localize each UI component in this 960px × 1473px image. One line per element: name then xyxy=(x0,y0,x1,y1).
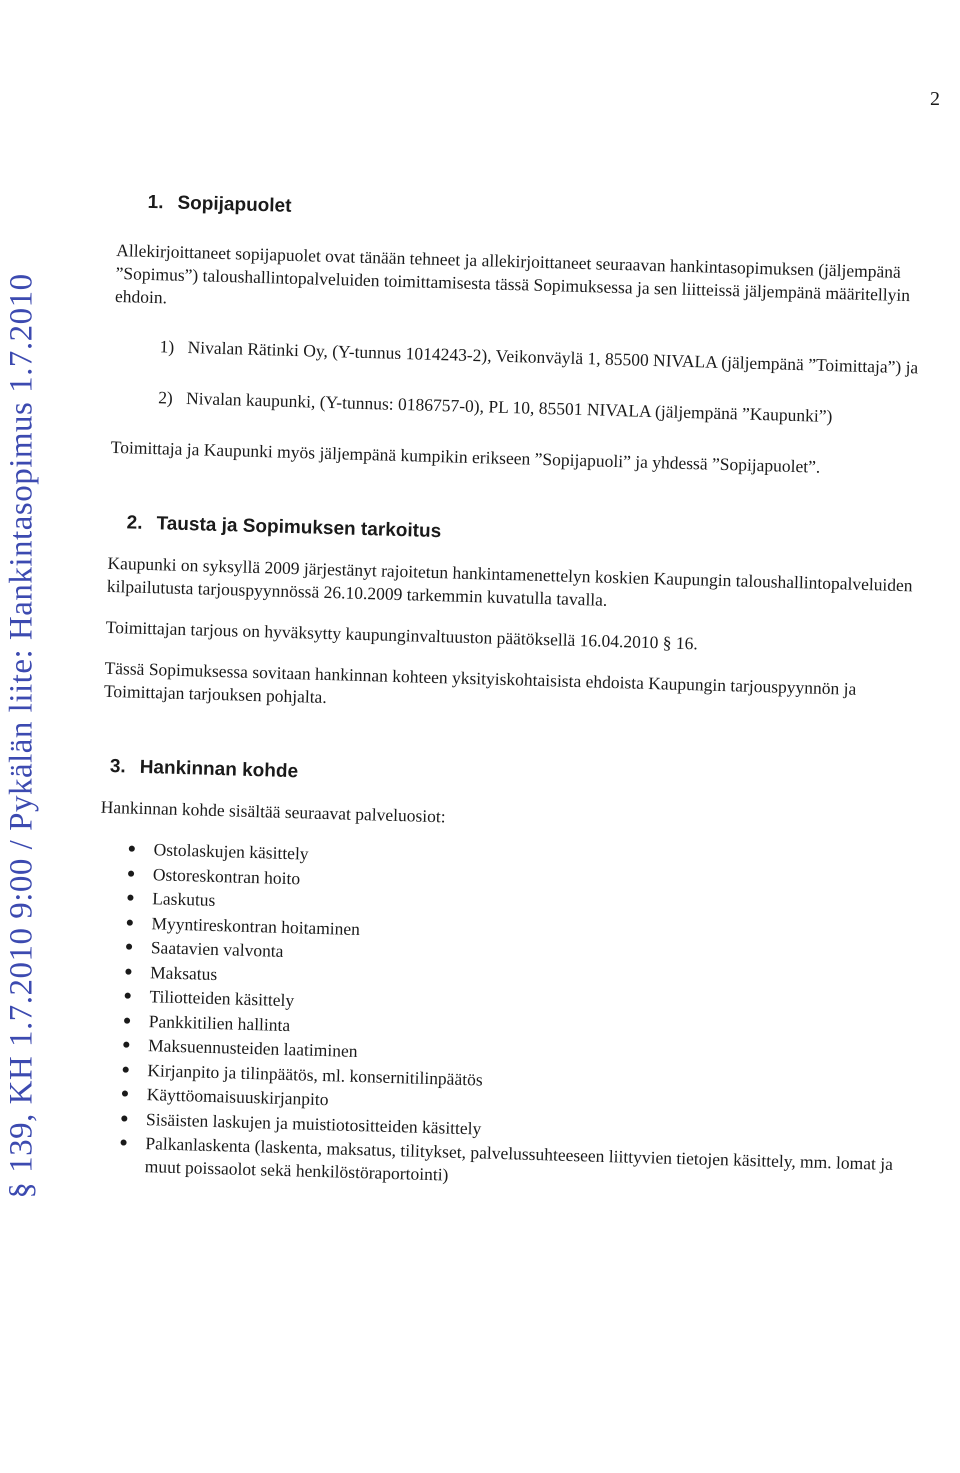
list-item-text: Ostolaskujen käsittely xyxy=(153,839,309,864)
section-intro: Hankinnan kohde sisältää seuraavat palveluosiot: xyxy=(100,796,446,827)
section-heading xyxy=(110,755,914,800)
bullet-icon: ● xyxy=(126,866,136,882)
bullet-icon: ● xyxy=(121,1037,131,1053)
list-item-text: Laskutus xyxy=(151,888,216,910)
section-number: 1. xyxy=(147,191,164,214)
section-intro: Allekirjoittaneet sopijapuolet ovat tänään tehneet ja allekirjoittaneet seuraavan hankintasopimuksen (jäljempänä ”Sopimus”) taloushallintopalveluiden toimittamisesta tässä Sopimuksessa ja sen liitteissä jäljempänä määritellyin ehdoin. xyxy=(114,239,911,308)
paragraph: Kaupunki on syksyllä 2009 järjestänyt rajoitetun hankintamenettelyn koskien Kaupungin taloushallintopalveluiden kilpailutusta tarjouspyynnössä 26.10.2009 tarkemmin kuvatulla tavalla. xyxy=(106,552,913,610)
list-item-text: Myyntireskontran hoitaminen xyxy=(151,912,361,939)
party-text: Nivalan Rätinki Oy, (Y-tunnus 1014243-2), Veikonväylä 1, 85500 NIVALA (jäljempänä ”Toimittaja”) ja xyxy=(187,337,919,378)
bullet-icon: ● xyxy=(122,1012,132,1029)
service-list xyxy=(118,838,911,1200)
side-stamp xyxy=(0,0,44,1473)
section-number: 2. xyxy=(126,512,143,534)
bullet-icon: ● xyxy=(125,914,135,931)
list-item-text: Maksuennusteiden laatiminen xyxy=(147,1035,358,1062)
section-title: Hankinnan kohde xyxy=(139,756,299,783)
section-tausta xyxy=(104,511,921,726)
list-item-text: Tiliotteiden käsittely xyxy=(149,986,295,1011)
list-item-text: Pankkitilien hallinta xyxy=(148,1010,291,1035)
section-title: Tausta ja Sopimuksen tarkoitus xyxy=(156,513,442,543)
bullet-icon: ● xyxy=(119,1135,129,1151)
bullet-icon: ● xyxy=(126,890,135,906)
list-item-text: Saatavien valvonta xyxy=(150,937,284,961)
party-list xyxy=(158,335,926,430)
party-number: 2) xyxy=(157,387,174,408)
list-item-text: Palkanlaskenta (laskenta, maksatus, tilitykset, palvelussuhteeseen liittyvien tietojen käsittely, mm. lomat ja muut poissaolot sekä henkilöstöraportointi) xyxy=(144,1133,894,1185)
party-item xyxy=(158,386,924,430)
paragraph: Tässä Sopimuksessa sovitaan hankinnan kohteen yksityiskohtaisista ehdoista Kaupungin tarjouspyynnön ja Toimittajan tarjouksen pohjalta. xyxy=(103,657,857,708)
bullet-icon: ● xyxy=(123,988,133,1004)
bullet-icon: ● xyxy=(123,963,133,980)
list-item-text: Sisäisten laskujen ja muistiotositteiden käsittely xyxy=(145,1108,482,1139)
page-number: 2 xyxy=(930,88,940,110)
bullet-icon: ● xyxy=(124,939,134,955)
party-item xyxy=(159,335,925,379)
list-item-text: Käyttöomaisuuskirjanpito xyxy=(146,1084,329,1110)
side-stamp-text: § 139, KH 1.7.2010 9:00 / Pykälän liite: Hankintasopimus 1.7.2010 xyxy=(3,273,40,1199)
section-heading xyxy=(126,511,920,556)
list-item-text: Maksatus xyxy=(149,961,218,984)
parties-definition: Toimittaja ja Kaupunki myös jäljempänä kumpikin erikseen ”Sopijapuoli” ja yhdessä ”Sopijapuolet”. xyxy=(110,436,821,477)
section-hankinnan-kohde xyxy=(90,755,913,1200)
section-heading xyxy=(147,191,929,236)
section-title: Sopijapuolet xyxy=(177,192,292,217)
document-body xyxy=(90,190,929,1201)
list-item-text: Kirjanpito ja tilinpäätös, ml. konsernitilinpäätös xyxy=(147,1059,483,1090)
party-number: 1) xyxy=(159,336,175,357)
bullet-icon: ● xyxy=(127,841,137,857)
section-sopijapuolet xyxy=(110,190,929,482)
bullet-icon: ● xyxy=(119,1110,129,1127)
bullet-icon: ● xyxy=(121,1061,131,1078)
paragraph: Toimittajan tarjous on hyväksytty kaupunginvaltuuston päätöksellä 16.04.2010 § 16. xyxy=(105,616,699,654)
section-number: 3. xyxy=(109,756,127,778)
list-item-text: Ostoreskontran hoito xyxy=(152,863,301,888)
bullet-icon: ● xyxy=(120,1086,130,1102)
party-text: Nivalan kaupunki, (Y-tunnus: 0186757-0), PL 10, 85501 NIVALA (jäljempänä ”Kaupunki”) xyxy=(185,387,833,427)
